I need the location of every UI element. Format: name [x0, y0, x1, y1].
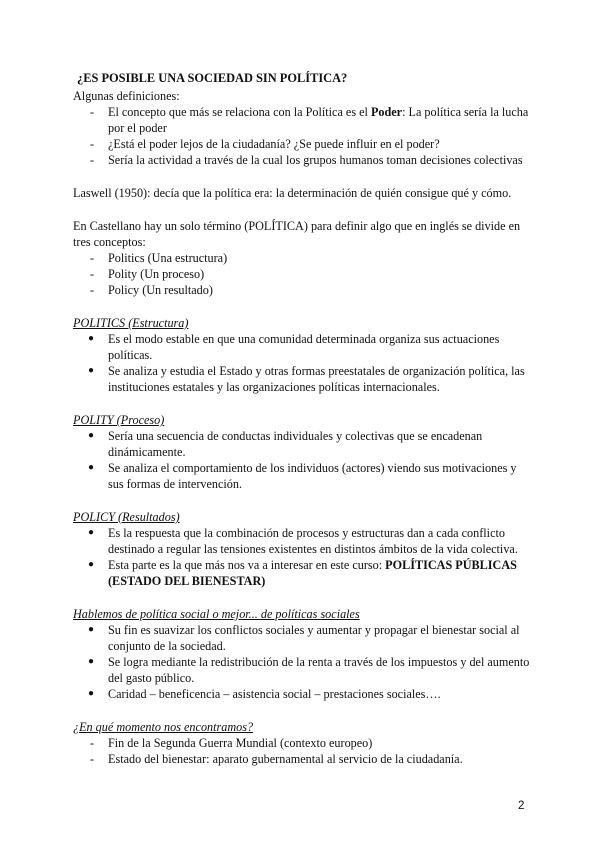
- document-page: [73, 70, 533, 767]
- list-item: ● Se analiza y estudia el Estado y otras formas preestatales de organización política, las instituciones estatales y las organizaciones políticas internacionales.: [88, 364, 525, 394]
- polity-list: [73, 428, 533, 492]
- list-item: ● Es el modo estable en que una comunidad determinada organiza sus actuaciones políticas.: [88, 332, 500, 362]
- policy-list: [73, 525, 533, 589]
- laswell-text: Laswell (1950): decía que la política era: la determinación de quién consigue qué y cómo.: [73, 186, 512, 200]
- bullet-marker: ●: [88, 559, 95, 570]
- list-item: ● Es la respuesta que la combinación de procesos y estructuras dan a cada conflicto destinado a regular las tensiones existentes en distintos ámbitos de la vida colectiva.: [88, 526, 518, 556]
- moment-list: [73, 735, 533, 767]
- definitions-list: [73, 104, 533, 168]
- list-item: - Polity (Un proceso): [90, 267, 205, 281]
- list-item: - Policy (Un resultado): [90, 283, 213, 297]
- section-heading-politics: POLITICS (Estructura): [73, 316, 189, 330]
- bullet-marker: ●: [88, 333, 95, 344]
- section-heading-polity: POLITY (Proceso): [73, 413, 165, 427]
- dash-marker: -: [90, 105, 95, 119]
- dash-marker: -: [90, 267, 95, 281]
- bullet-marker: ●: [88, 624, 95, 635]
- bullet-marker: ●: [88, 462, 95, 473]
- dash-marker: -: [90, 153, 95, 167]
- politics-list: [73, 331, 533, 395]
- page-number: 2: [518, 800, 525, 812]
- dash-marker: -: [90, 736, 95, 750]
- section-heading-policy: POLICY (Resultados): [73, 510, 180, 524]
- list-item: ● Caridad – beneficencia – asistencia social – prestaciones sociales….: [88, 687, 441, 701]
- bullet-marker: ●: [88, 656, 95, 667]
- dash-marker: -: [90, 251, 95, 265]
- castellano-text: En Castellano hay un solo término (POLÍTICA) para definir algo que en inglés se divide en tres conceptos:: [73, 219, 521, 249]
- social-list: [73, 622, 533, 702]
- list-item: - Politics (Una estructura): [90, 251, 228, 265]
- list-item: ● Se analiza el comportamiento de los individuos (actores) viendo sus motivaciones y sus formas de intervención.: [88, 461, 517, 491]
- list-item: - Fin de la Segunda Guerra Mundial (contexto europeo): [90, 736, 373, 750]
- section-heading-social: Hablemos de política social o mejor... de políticas sociales: [73, 607, 360, 621]
- intro-text: Algunas definiciones:: [73, 89, 180, 103]
- page-title: ¿ES POSIBLE UNA SOCIEDAD SIN POLÍTICA?: [77, 71, 348, 85]
- dash-marker: -: [90, 752, 95, 766]
- bullet-marker: ●: [88, 430, 95, 441]
- dash-marker: -: [90, 283, 95, 297]
- list-item: ● Se logra mediante la redistribución de la renta a través de los impuestos y del aumento del gasto público.: [88, 655, 530, 685]
- list-item: ● Esta parte es la que más nos va a interesar en este curso: POLÍTICAS PÚBLICAS (ESTADO DEL BIENESTAR): [88, 558, 517, 588]
- section-heading-moment: ¿En qué momento nos encontramos?: [73, 720, 254, 734]
- list-item: - El concepto que más se relaciona con la Política es el Poder: La política sería la lucha por el poder: [90, 105, 529, 135]
- list-item: ● Su fin es suavizar los conflictos sociales y aumentar y propagar el bienestar social al conjunto de la sociedad.: [88, 623, 520, 653]
- bullet-marker: ●: [88, 365, 95, 376]
- list-item: ● Sería una secuencia de conductas individuales y colectivas que se encadenan dinámicamente.: [88, 429, 483, 459]
- dash-marker: -: [90, 137, 95, 151]
- list-item: - ¿Está el poder lejos de la ciudadanía? ¿Se puede influir en el poder?: [90, 137, 440, 151]
- list-item: - Sería la actividad a través de la cual los grupos humanos toman decisiones colectivas: [90, 153, 523, 167]
- bullet-marker: ●: [88, 527, 95, 538]
- bullet-marker: ●: [88, 688, 95, 699]
- list-item: - Estado del bienestar: aparato gubernamental al servicio de la ciudadanía.: [90, 752, 463, 766]
- concepts-list: [73, 250, 533, 298]
